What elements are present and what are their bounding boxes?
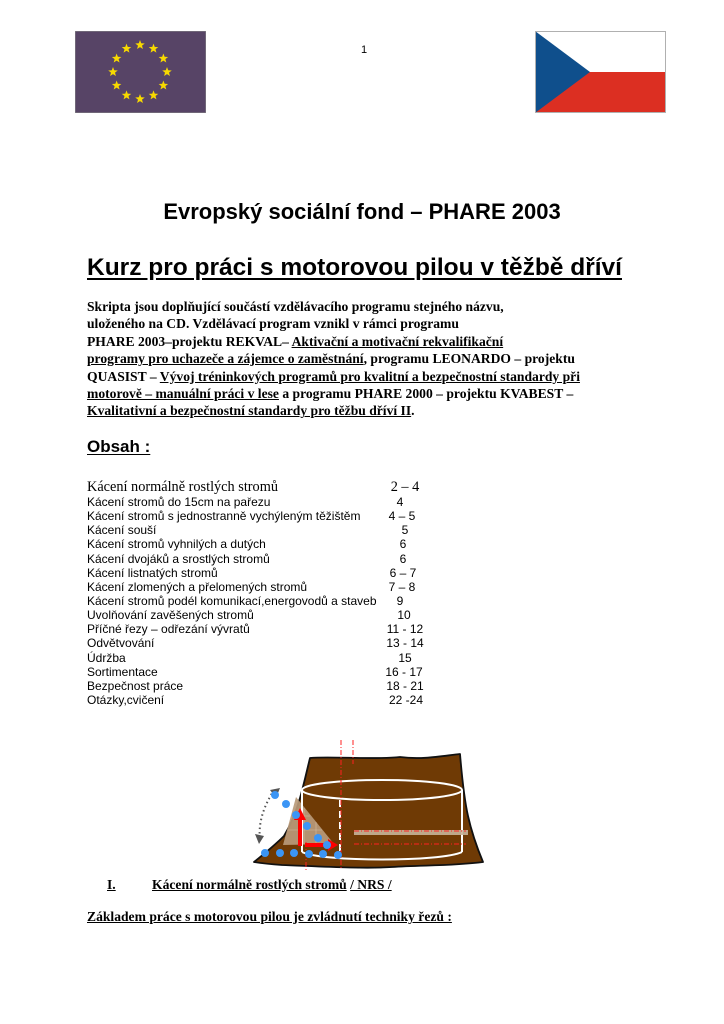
toc-item-label: Kácení zlomených a přelomených stromů xyxy=(87,579,308,594)
diagram-point xyxy=(334,851,342,859)
intro-text: QUASIST – xyxy=(87,368,160,384)
intro-line xyxy=(87,368,632,385)
toc-item-label: Kácení stromů podél komunikací,energovodů a staveb xyxy=(87,593,377,608)
toc-item xyxy=(87,665,447,679)
toc-item-label: Otázky,cvičení xyxy=(87,692,165,707)
eu-flag-logo xyxy=(75,31,206,113)
toc-item-pages: 6 xyxy=(399,537,407,552)
toc-item-label: Kácení souší xyxy=(87,523,157,538)
intro-paragraph xyxy=(87,298,632,420)
toc-item-pages: 15 xyxy=(398,650,412,665)
intro-line xyxy=(87,333,632,350)
page-number: 1 xyxy=(360,44,368,56)
toc-item xyxy=(87,679,447,693)
toc-item-pages: 11 - 12 xyxy=(386,622,424,637)
toc-item-label: Odvětvování xyxy=(87,636,155,651)
toc-item xyxy=(87,622,447,636)
diagram-point xyxy=(276,849,284,857)
toc-item xyxy=(87,594,447,608)
program-name-quasist: Vývoj tréninkových programů pro kvalitní a bezpečnostní standardy při xyxy=(159,368,580,384)
toc-item-label: Sortimentace xyxy=(87,664,158,679)
intro-text: , programu LEONARDO – projektu xyxy=(363,351,575,367)
toc-item-pages: 2 – 4 xyxy=(390,479,420,495)
toc-item xyxy=(87,693,447,707)
toc-item xyxy=(87,651,447,665)
toc-item-label: Kácení stromů vyhnilých a dutých xyxy=(87,537,266,552)
toc-item xyxy=(87,509,447,523)
program-name-kvabest: Kvalitativní a bezpečnostní standardy pro těžbu dříví II xyxy=(87,403,412,419)
toc-item-label: Kácení normálně rostlých stromů xyxy=(87,479,278,495)
intro-line xyxy=(87,385,632,402)
toc-item-pages: 6 – 7 xyxy=(389,565,417,580)
toc-item-label: Kácení listnatých stromů xyxy=(87,565,218,580)
toc-item-pages: 4 – 5 xyxy=(388,509,416,524)
toc-item-label: Bezpečnost práce xyxy=(87,678,184,693)
program-name-quasist-cont: motorově – manuální práci v lese xyxy=(87,386,279,402)
toc-item xyxy=(87,552,447,566)
intro-text: . xyxy=(411,403,415,419)
toc-item-pages: 7 – 8 xyxy=(388,579,416,594)
diagram-point xyxy=(323,841,331,849)
toc-item-pages: 5 xyxy=(401,523,409,538)
toc-item xyxy=(87,580,447,594)
toc-item xyxy=(87,566,447,580)
section-abbr: / NRS / xyxy=(350,877,392,892)
diagram-point xyxy=(292,811,300,819)
toc-item-label: Kácení stromů s jednostranně vychýleným těžištěm xyxy=(87,509,361,524)
section-title-text: Kácení normálně rostlých stromů xyxy=(152,877,347,892)
toc-item-pages: 6 xyxy=(399,551,407,566)
toc-item-label: Údržba xyxy=(87,650,126,665)
czech-flag-logo xyxy=(535,31,666,113)
rotation-arrow xyxy=(260,790,274,840)
toc-item-pages: 16 - 17 xyxy=(385,664,423,679)
stump-shape xyxy=(254,754,483,868)
toc-item-pages: 4 xyxy=(396,495,404,509)
toc-item-label: Uvolňování zavěšených stromů xyxy=(87,608,254,623)
intro-line xyxy=(87,402,632,419)
diagram-point xyxy=(261,849,269,857)
toc-item-label: Příčné řezy – odřezání vývratů xyxy=(87,622,250,637)
toc-item-pages: 18 - 21 xyxy=(386,678,424,693)
diagram-point xyxy=(303,822,311,830)
toc-item-label: Kácení dvojáků a srostlých stromů xyxy=(87,551,270,566)
intro-line: Skripta jsou doplňující součástí vzdělávacího programu stejného názvu, xyxy=(87,299,504,314)
toc-item xyxy=(87,495,447,509)
program-name-rekval: Aktivační a motivační rekvalifikační xyxy=(291,333,504,349)
diagram-point xyxy=(290,849,298,857)
diagram-point xyxy=(319,850,327,858)
intro-text: PHARE 2003–projektu REKVAL– xyxy=(87,333,292,349)
diagram-point xyxy=(314,834,322,842)
toc-item-pages: 10 xyxy=(397,608,411,623)
section-title xyxy=(152,877,392,893)
toc-item xyxy=(87,523,447,537)
section-lead: Základem práce s motorovou pilou je zvládnutí techniky řezů : xyxy=(87,909,452,924)
toc-item xyxy=(87,479,447,495)
toc-heading: Obsah : xyxy=(87,437,151,456)
intro-line xyxy=(87,350,632,367)
toc-item-pages: 22 -24 xyxy=(388,692,424,707)
toc-item xyxy=(87,608,447,622)
diagram-point xyxy=(305,850,313,858)
table-of-contents xyxy=(87,479,447,707)
toc-item-label: Kácení stromů do 15cm na pařezu xyxy=(87,495,271,509)
intro-text: a programu PHARE 2000 – projektu KVABEST – xyxy=(278,386,574,402)
diagram-point xyxy=(271,791,279,799)
toc-item-pages: 13 - 14 xyxy=(386,636,424,651)
stump-illustration xyxy=(252,738,484,870)
course-title: Kurz pro práci s motorovou pilou v těžbě dříví xyxy=(87,254,622,281)
toc-item xyxy=(87,537,447,551)
document-title: Evropský sociální fond – PHARE 2003 xyxy=(163,199,561,224)
toc-item xyxy=(87,636,447,650)
intro-line: uloženého na CD. Vzdělávací program vznikl v rámci programu xyxy=(87,316,459,332)
section-number: I. xyxy=(107,877,116,892)
diagram-point xyxy=(282,800,290,808)
toc-item-pages: 9 xyxy=(396,593,404,608)
program-name-rekval-cont: programy pro uchazeče a zájemce o zaměstnání xyxy=(87,351,364,367)
